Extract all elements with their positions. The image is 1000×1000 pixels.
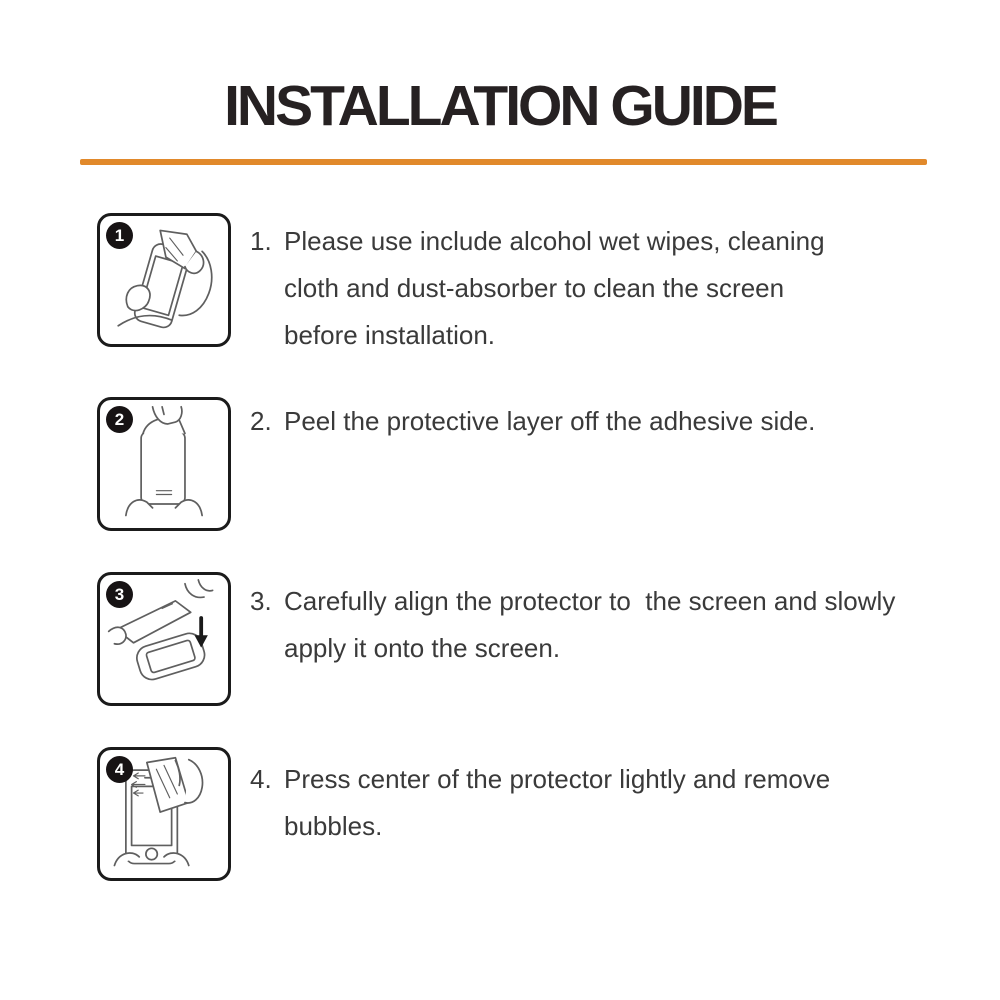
- title-divider: [80, 159, 927, 165]
- step-2-figure: [97, 397, 231, 531]
- step-1-text: 1. Please use include alcohol wet wipes, cleaning cloth and dust-absorber to clean the screen before installation.: [250, 218, 825, 359]
- step-1-badge: 1: [106, 222, 133, 249]
- step-2-text: 2. Peel the protective layer off the adhesive side.: [250, 398, 815, 445]
- step-1-figure: [97, 213, 231, 347]
- step-4-badge: 4: [106, 756, 133, 783]
- step-1-number: 1.: [250, 226, 272, 256]
- step-4-number: 4.: [250, 764, 272, 794]
- step-2-badge: 2: [106, 406, 133, 433]
- step-4-figure: [97, 747, 231, 881]
- step-3-number: 3.: [250, 586, 272, 616]
- step-3-figure: [97, 572, 231, 706]
- step-4-text: 4. Press center of the protector lightly and remove bubbles.: [250, 756, 830, 850]
- step-3-badge: 3: [106, 581, 133, 608]
- step-2-number: 2.: [250, 406, 272, 436]
- page-title: INSTALLATION GUIDE: [224, 74, 776, 138]
- step-3-text: 3. Carefully align the protector to the screen and slowly apply it onto the screen.: [250, 578, 895, 672]
